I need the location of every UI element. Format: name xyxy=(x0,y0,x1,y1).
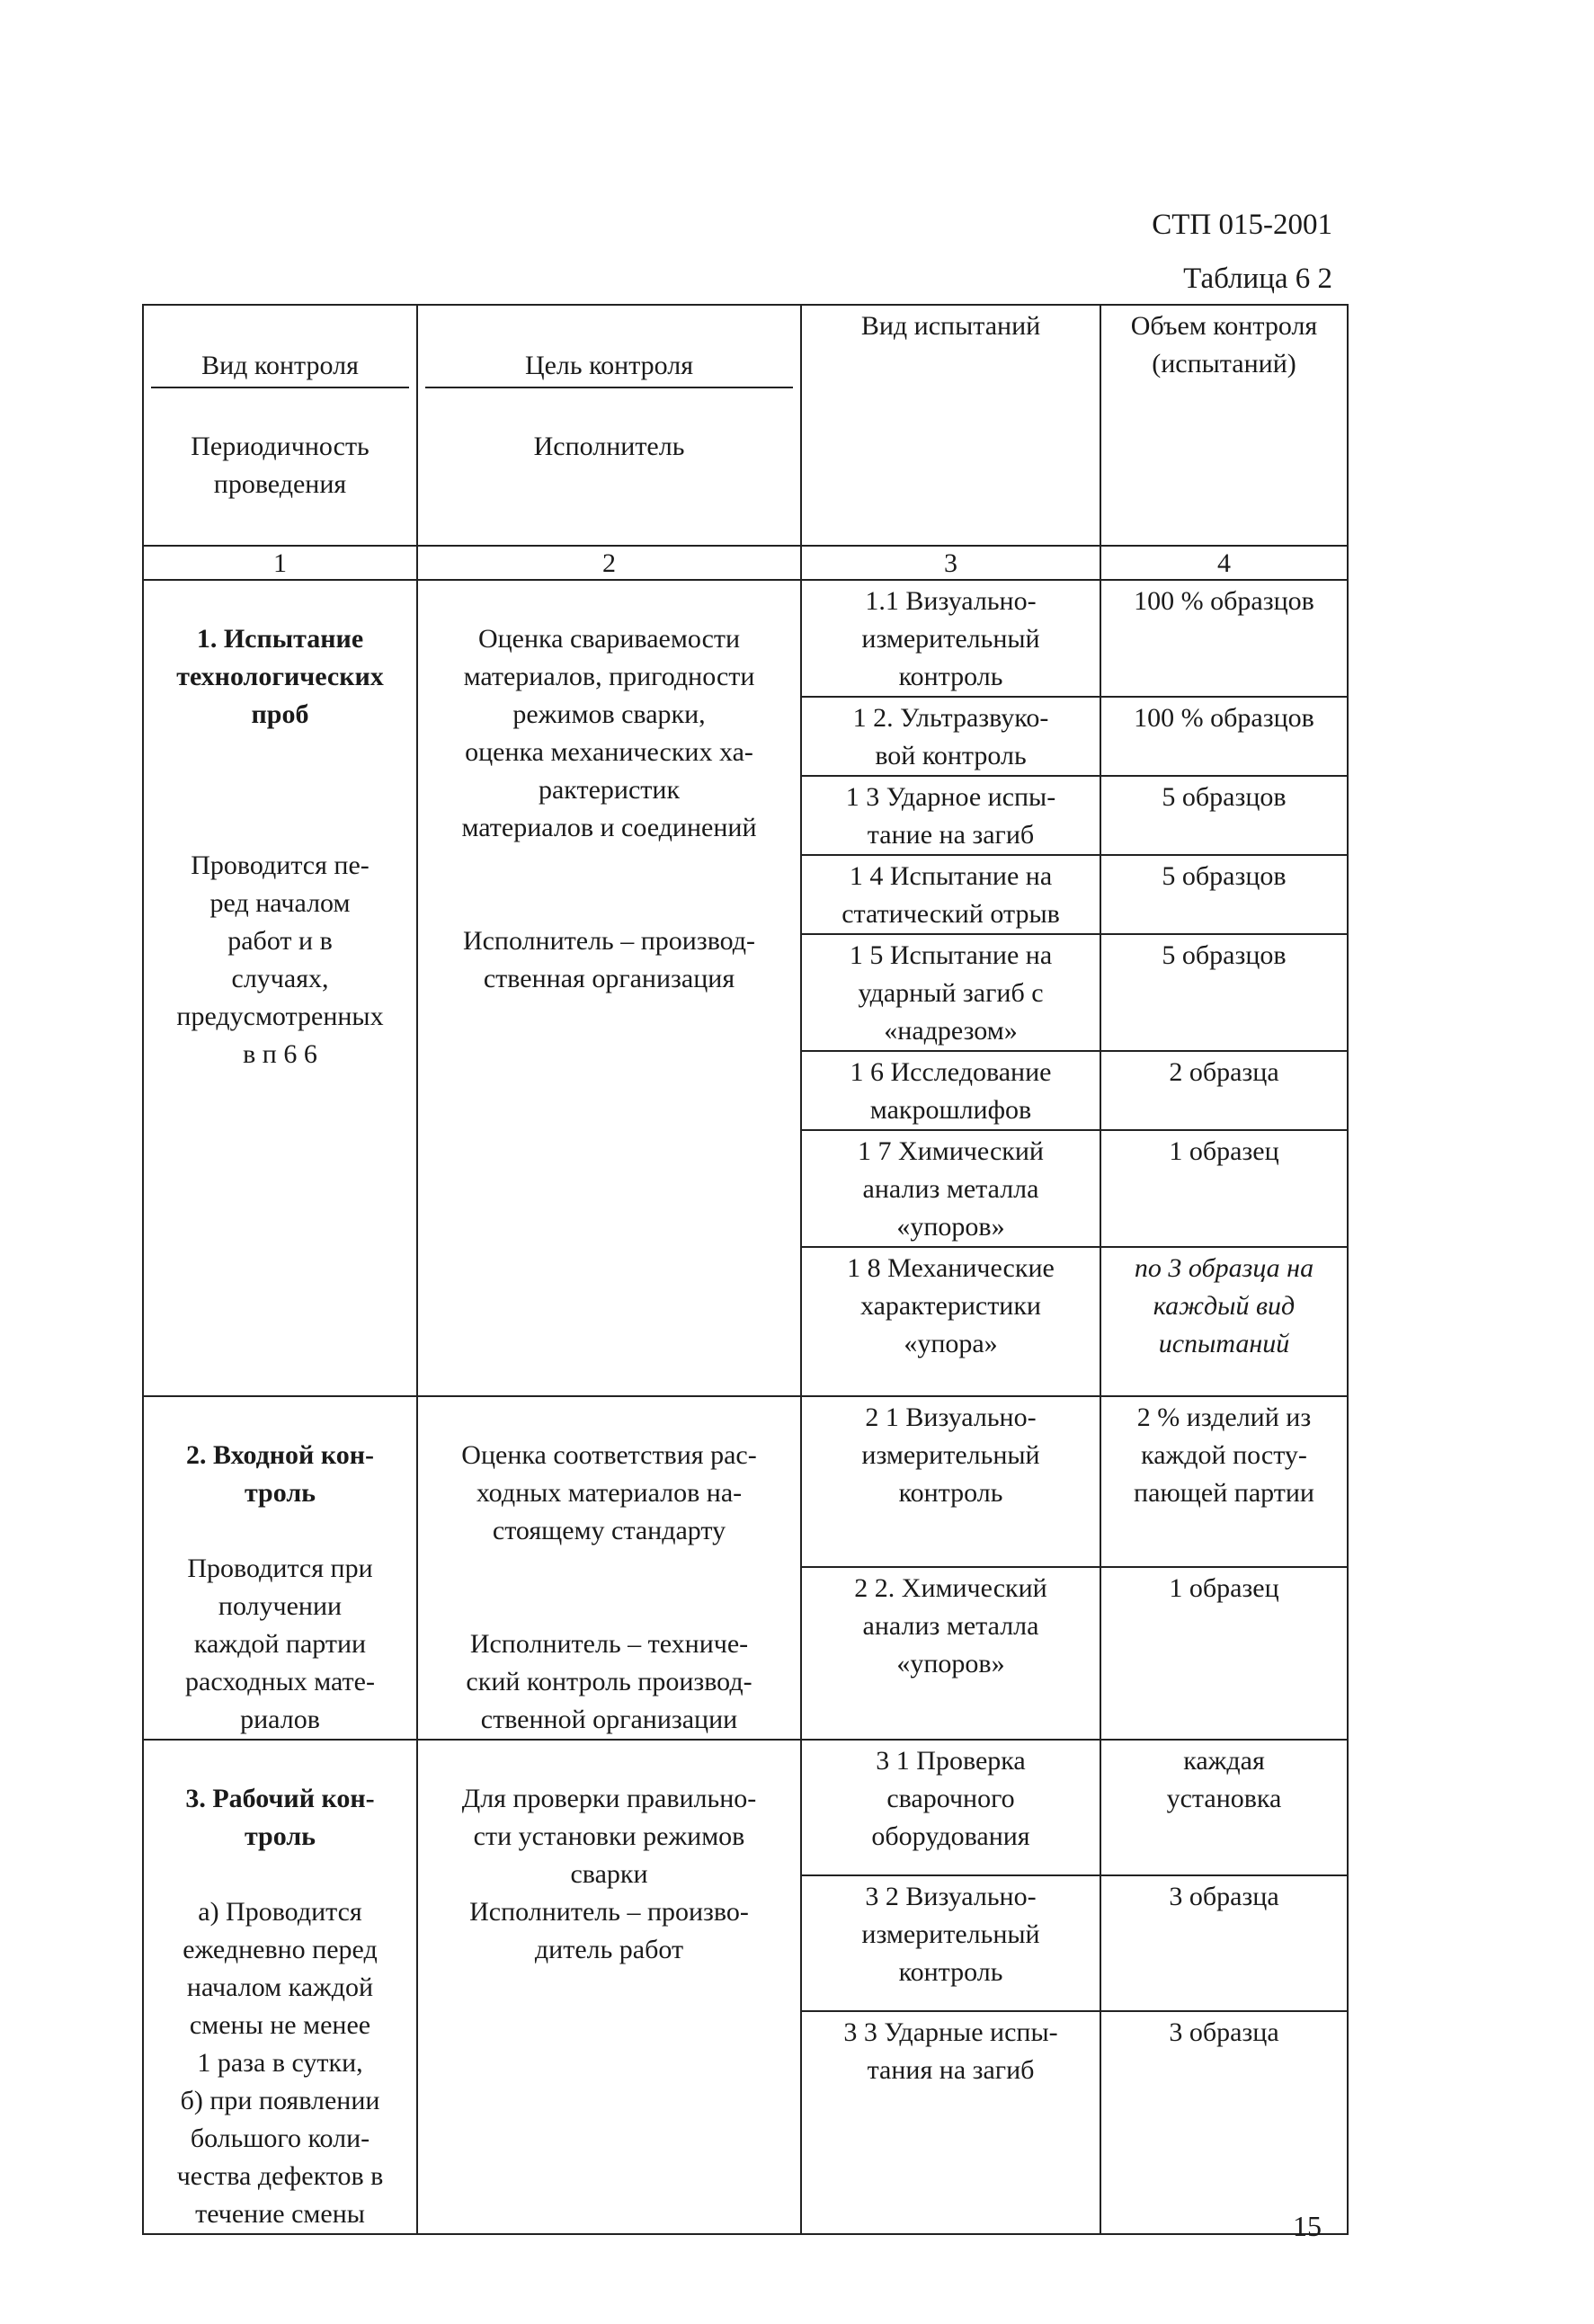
column-number: 3 xyxy=(801,546,1100,580)
section-executor: Исполнитель – производ- ственная организация xyxy=(462,926,756,993)
test-name: 1 6 Исследование макрошлифов xyxy=(801,1051,1100,1130)
test-name: 2 1 Визуально- измерительный контроль xyxy=(801,1396,1100,1567)
control-table xyxy=(142,304,1349,2235)
section-1-purpose xyxy=(417,580,801,1396)
test-volume: 2 образца xyxy=(1100,1051,1348,1130)
header-col1 xyxy=(143,305,417,546)
test-volume: 1 образец xyxy=(1100,1567,1348,1740)
test-volume: 3 образца xyxy=(1100,1875,1348,2011)
table-row xyxy=(143,1740,1348,1875)
column-number: 2 xyxy=(417,546,801,580)
section-3-purpose xyxy=(417,1740,801,2234)
table-row xyxy=(143,580,1348,697)
test-volume: 5 образцов xyxy=(1100,934,1348,1051)
section-periodicity: Проводится пе- ред началом работ и в случаях, предусмотренных в п 6 6 xyxy=(176,850,384,1069)
test-volume: 100 % образцов xyxy=(1100,697,1348,776)
test-name: 3 1 Проверка сварочного оборудования xyxy=(801,1740,1100,1875)
test-volume: 5 образцов xyxy=(1100,855,1348,934)
test-volume: 100 % образцов xyxy=(1100,580,1348,697)
header-test-type: Вид испытаний xyxy=(801,305,1100,546)
test-name: 3 2 Визуально- измерительный контроль xyxy=(801,1875,1100,2011)
test-name: 2 2. Химический анализ металла «упоров» xyxy=(801,1567,1100,1740)
test-volume: 2 % изделий из каждой посту- пающей партии xyxy=(1100,1396,1348,1567)
header-control-type: Вид контроля xyxy=(151,345,409,388)
section-2-purpose xyxy=(417,1396,801,1740)
section-purpose: Для проверки правильно- сти установки режимов сварки xyxy=(461,1784,757,1889)
header-col2 xyxy=(417,305,801,546)
section-3-control-type xyxy=(143,1740,417,2234)
section-purpose: Оценка свариваемости материалов, пригодности режимов сварки, оценка механических ха- рактеристик материалов и соединений xyxy=(461,624,757,842)
document-code: СТП 015-2001 xyxy=(1152,209,1332,241)
test-name: 1 7 Химический анализ металла «упоров» xyxy=(801,1130,1100,1247)
header-control-purpose: Цель контроля xyxy=(425,345,793,388)
test-volume: по 3 образца на каждый вид испытаний xyxy=(1100,1247,1348,1396)
header-row xyxy=(143,305,1348,546)
section-title: 1. Испытание технологических проб xyxy=(176,624,384,729)
section-1-control-type xyxy=(143,580,417,1396)
test-volume: каждая установка xyxy=(1100,1740,1348,1875)
page-number: 15 xyxy=(1293,2210,1322,2242)
header-executor: Исполнитель xyxy=(533,432,685,461)
column-number: 4 xyxy=(1100,546,1348,580)
test-volume: 1 образец xyxy=(1100,1130,1348,1247)
test-name: 1 2. Ультразвуко- вой контроль xyxy=(801,697,1100,776)
column-number-row xyxy=(143,546,1348,580)
test-volume: 3 образца xyxy=(1100,2011,1348,2234)
test-name: 1 4 Испытание на статический отрыв xyxy=(801,855,1100,934)
section-periodicity: Проводится при получении каждой партии расходных мате- риалов xyxy=(185,1554,375,1734)
test-name: 1 5 Испытание на ударный загиб с «надрезом» xyxy=(801,934,1100,1051)
header-periodicity: Периодичность проведения xyxy=(191,432,370,499)
section-executor: Исполнитель – произво- дитель работ xyxy=(469,1897,749,1964)
section-executor: Исполнитель – техниче- ский контроль производ- ственной организации xyxy=(466,1629,752,1734)
table-row xyxy=(143,1396,1348,1567)
section-periodicity: а) Проводится ежедневно перед началом каждой смены не менее 1 раза в сутки, б) при появлении большого коли- чества дефектов в течение смены xyxy=(176,1897,384,2229)
column-number: 1 xyxy=(143,546,417,580)
section-title: 3. Рабочий кон- троль xyxy=(185,1784,375,1851)
test-name: 1 8 Механические характеристики «упора» xyxy=(801,1247,1100,1396)
header-control-volume: Объем контроля (испытаний) xyxy=(1100,305,1348,546)
section-title: 2. Входной кон- троль xyxy=(185,1440,375,1508)
test-volume: 5 образцов xyxy=(1100,776,1348,855)
test-name: 3 3 Ударные испы- тания на загиб xyxy=(801,2011,1100,2234)
test-name: 1.1 Визуально- измерительный контроль xyxy=(801,580,1100,697)
section-2-control-type xyxy=(143,1396,417,1740)
test-name: 1 3 Ударное испы- тание на загиб xyxy=(801,776,1100,855)
table-label: Таблица 6 2 xyxy=(1183,263,1332,295)
section-purpose: Оценка соответствия рас- ходных материалов на- стоящему стандарту xyxy=(461,1440,757,1545)
